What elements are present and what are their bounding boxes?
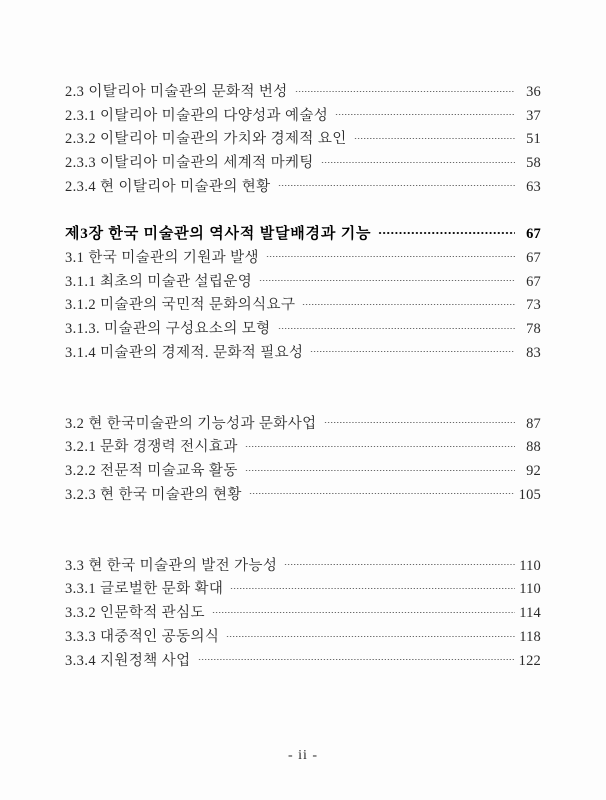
- toc-entry[interactable]: [65, 649, 541, 673]
- dot-leader: [378, 223, 515, 238]
- toc-entry-page-number: 88: [526, 439, 541, 456]
- toc-entry-label: 3.1.3. 미술관의 구성요소의 모형: [65, 320, 271, 337]
- toc-entry-page-number: 63: [526, 178, 541, 195]
- toc-entry-label: 3.1.1 최초의 미술관 설립운영: [65, 273, 253, 290]
- toc-entry[interactable]: [65, 270, 541, 294]
- toc-entry-label: 3.3.2 인문학적 관심도: [65, 605, 205, 622]
- toc-entry-page-number: 105: [518, 486, 541, 503]
- dot-leader: [278, 318, 515, 333]
- toc-entry-label: 3.1 한국 미술관의 기원과 발생: [65, 249, 259, 266]
- toc-entry-page-number: 114: [519, 605, 541, 622]
- toc-entry-label: 2.3.3 이탈리아 미술관의 세계적 마케팅: [65, 155, 314, 172]
- dot-leader: [321, 153, 515, 168]
- dot-leader: [302, 295, 515, 310]
- toc-entry-page-number: 67: [526, 226, 541, 243]
- dot-leader: [284, 555, 515, 570]
- dot-leader: [266, 247, 515, 262]
- toc-entry-label: 3.2.2 전문적 미술교육 활동: [65, 463, 238, 480]
- toc-entry[interactable]: [65, 246, 541, 270]
- dot-leader: [324, 413, 515, 428]
- toc-entry[interactable]: [65, 104, 541, 128]
- page-folio: - ii -: [287, 748, 319, 763]
- toc-entry-label: 3.3.3 대중적인 공동의식: [65, 628, 220, 645]
- toc-entry[interactable]: [65, 341, 541, 365]
- toc-chapter-entry[interactable]: [65, 222, 541, 246]
- toc-entry[interactable]: [65, 317, 541, 341]
- dot-leader: [249, 484, 515, 499]
- dot-leader: [259, 271, 515, 286]
- toc-entry[interactable]: [65, 435, 541, 459]
- toc-entry[interactable]: [65, 483, 541, 507]
- toc-entry-label: 3.1.4 미술관의 경제적. 문화적 필요성: [65, 344, 304, 361]
- dot-leader: [335, 105, 515, 120]
- toc-entry-label: 2.3.4 현 이탈리아 미술관의 현황: [65, 178, 271, 195]
- toc-entry-label: 제3장 한국 미술관의 역사적 발달배경과 기능: [65, 226, 372, 243]
- toc-entry-page-number: 92: [526, 463, 541, 480]
- dot-leader: [354, 129, 515, 144]
- dot-leader: [245, 437, 515, 452]
- dot-leader: [212, 603, 515, 618]
- toc-entry[interactable]: [65, 293, 541, 317]
- toc-entry[interactable]: [65, 625, 541, 649]
- dot-leader: [278, 176, 515, 191]
- toc-entry-page-number: 73: [526, 297, 541, 314]
- toc-entry-page-number: 78: [526, 320, 541, 337]
- toc-entry-page-number: 67: [526, 273, 541, 290]
- toc-entry[interactable]: [65, 554, 541, 578]
- toc-entry-label: 2.3 이탈리아 미술관의 문화적 번성: [65, 84, 288, 100]
- toc-entry[interactable]: [65, 127, 541, 151]
- toc-entry-label: 3.1.2 미술관의 국민적 문화의식요구: [65, 297, 296, 314]
- toc-entry-page-number: 110: [519, 557, 541, 574]
- dot-leader: [310, 342, 515, 357]
- toc-entry-label: 3.2 현 한국미술관의 기능성과 문화사업: [65, 415, 317, 432]
- toc-entry-page-number: 83: [526, 344, 541, 361]
- toc-entry-page-number: 51: [526, 131, 541, 148]
- toc-entry-label: 3.3.4 지원정책 사업: [65, 652, 191, 669]
- toc-entry[interactable]: [65, 459, 541, 483]
- toc-entry-page-number: 58: [526, 155, 541, 172]
- toc-entry-label: 3.2.3 현 한국 미술관의 현황: [65, 486, 242, 503]
- dot-leader: [245, 461, 515, 476]
- toc-entry-page-number: 87: [526, 415, 541, 432]
- toc-entry-label: 2.3.2 이탈리아 미술관의 가치와 경제적 요인: [65, 131, 347, 148]
- dot-leader: [226, 626, 515, 641]
- toc-entry[interactable]: [65, 80, 541, 104]
- toc-entry-page-number: 122: [518, 652, 541, 669]
- dot-leader: [295, 82, 515, 97]
- toc-entry-page-number: 110: [519, 581, 541, 598]
- toc-entry[interactable]: [65, 151, 541, 175]
- toc-entry[interactable]: [65, 412, 541, 436]
- dot-leader: [198, 650, 516, 665]
- toc-entry[interactable]: [65, 601, 541, 625]
- dot-leader: [230, 579, 515, 594]
- toc-entry-label: 3.3 현 한국 미술관의 발전 가능성: [65, 557, 278, 574]
- toc-entry[interactable]: [65, 577, 541, 601]
- toc-entry-label: 3.2.1 문화 경쟁력 전시효과: [65, 439, 238, 456]
- toc-entry[interactable]: [65, 175, 541, 199]
- toc-entry-page-number: 36: [526, 84, 541, 100]
- toc-entry-page-number: 118: [519, 628, 541, 645]
- toc-entry-label: 3.3.1 글로벌한 문화 확대: [65, 581, 224, 598]
- toc-entry-label: 2.3.1 이탈리아 미술관의 다양성과 예술성: [65, 107, 329, 124]
- toc-entry-page-number: 37: [526, 107, 541, 124]
- table-of-contents-list: [65, 80, 541, 672]
- toc-entry-page-number: 67: [526, 249, 541, 266]
